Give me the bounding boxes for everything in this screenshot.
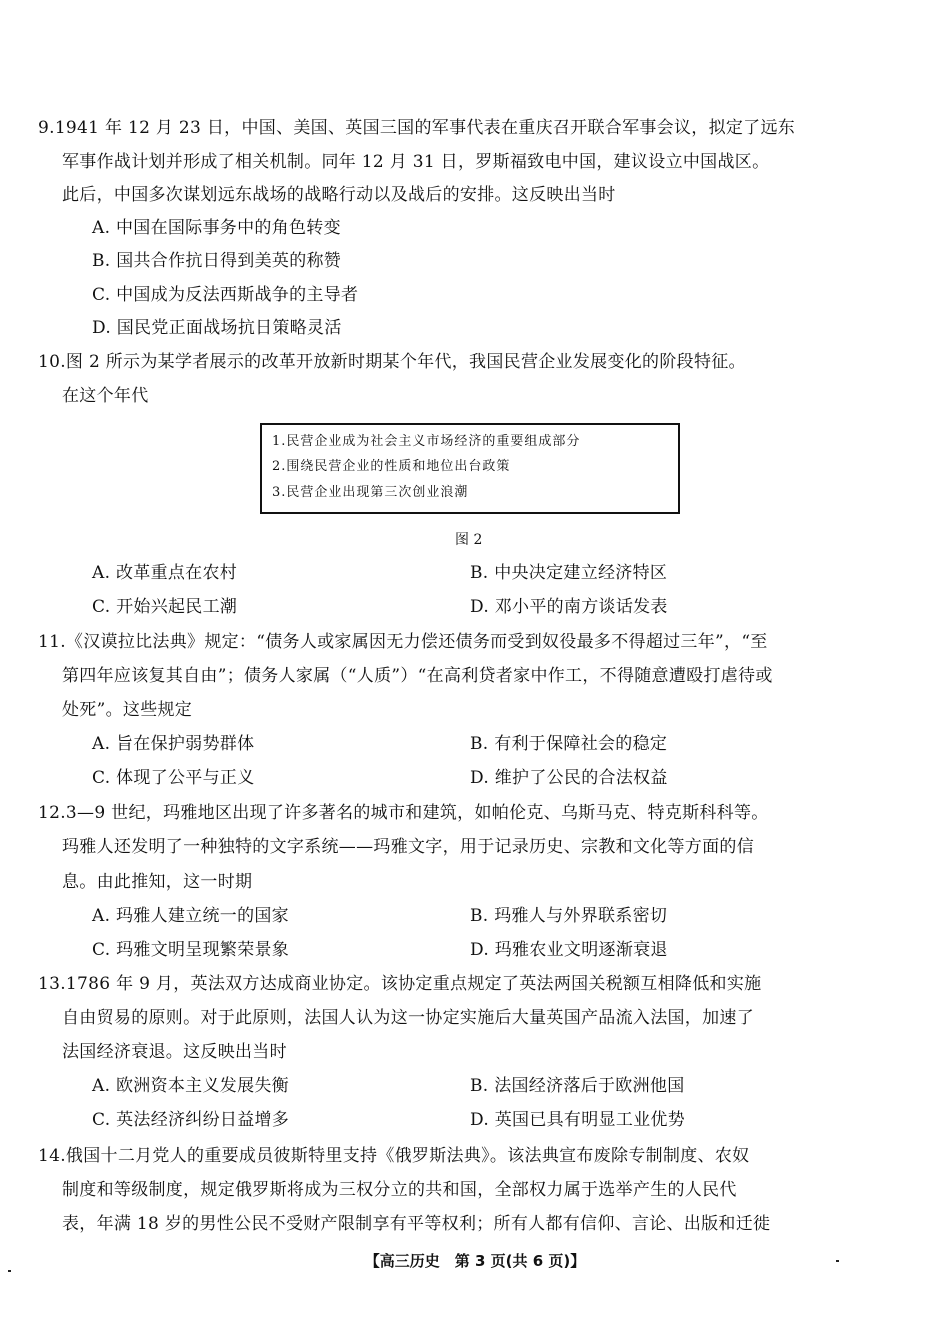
question-13-stem-line-3: 法国经济衰退。这反映出当时 [62, 1042, 287, 1062]
question-9-option-d: D. 国民党正面战场抗日策略灵活 [92, 318, 342, 338]
question-12-option-d: D. 玛雅农业文明逐渐衰退 [470, 940, 668, 960]
question-13-option-d: D. 英国已具有明显工业优势 [470, 1110, 686, 1130]
question-10-option-c: C. 开始兴起民工潮 [92, 597, 238, 617]
question-11-option-d: D. 维护了公民的合法权益 [470, 768, 668, 788]
question-14-stem-line-2: 制度和等级制度，规定俄罗斯将成为三权分立的共和国，全部权力属于选举产生的人民代 [62, 1180, 737, 1200]
figure-2-item-1: 1.民营企业成为社会主义市场经济的重要组成部分 [272, 434, 581, 449]
question-13-option-a: A. 欧洲资本主义发展失衡 [92, 1076, 289, 1096]
question-10-stem-line-2: 在这个年代 [62, 386, 149, 406]
figure-2-item-2: 2.围绕民营企业的性质和地位出台政策 [272, 459, 511, 474]
question-10-option-d: D. 邓小平的南方谈话发表 [470, 597, 668, 617]
question-13-stem-line-2: 自由贸易的原则。对于此原则，法国人认为这一协定实施后大量英国产品流入法国，加速了 [62, 1008, 754, 1028]
question-9-stem-line-3: 此后，中国多次谋划远东战场的战略行动以及战后的安排。这反映出当时 [62, 185, 616, 205]
question-13-option-c: C. 英法经济纠纷日益增多 [92, 1110, 290, 1130]
page-footer: 【高三历史 第 3 页(共 6 页)】 [364, 1252, 586, 1270]
figure-2-box [260, 423, 680, 514]
question-12-option-a: A. 玛雅人建立统一的国家 [92, 906, 289, 926]
question-11-stem-line-2: 第四年应该复其自由”；债务人家属（“人质”）“在高利贷者家中作工，不得随意遭殴打虐待或 [62, 666, 773, 686]
question-14-stem-line-3: 表，年满 18 岁的男性公民不受财产限制享有平等权利；所有人都有信仰、言论、出版和迁徙 [62, 1214, 771, 1234]
figure-2-caption: 图 2 [455, 532, 483, 548]
question-11-option-c: C. 体现了公平与正义 [92, 768, 255, 788]
question-14-stem-line-1: 14.俄国十二月党人的重要成员彼斯特里支持《俄罗斯法典》。该法典宣布废除专制制度、农奴 [38, 1146, 750, 1166]
question-12-stem-line-1: 12.3—9 世纪，玛雅地区出现了许多著名的城市和建筑，如帕伦克、乌斯马克、特克斯科科等。 [38, 803, 769, 823]
question-10-option-b: B. 中央决定建立经济特区 [470, 563, 668, 583]
question-11-option-b: B. 有利于保障社会的稳定 [470, 734, 668, 754]
question-9-option-a: A. 中国在国际事务中的角色转变 [92, 218, 341, 238]
question-11-stem-line-1: 11.《汉谟拉比法典》规定：“债务人或家属因无力偿还债务而受到奴役最多不得超过三年”，“至 [38, 632, 768, 652]
question-10-option-a: A. 改革重点在农村 [92, 563, 238, 583]
question-9-option-c: C. 中国成为反法西斯战争的主导者 [92, 285, 359, 305]
question-11-stem-line-3: 处死”。这些规定 [62, 700, 193, 720]
question-12-stem-line-3: 息。由此推知，这一时期 [62, 872, 253, 892]
question-12-stem-line-2: 玛雅人还发明了一种独特的文字系统——玛雅文字，用于记录历史、宗教和文化等方面的信 [62, 837, 754, 857]
question-9-option-b: B. 国共合作抗日得到美英的称赞 [92, 251, 342, 271]
question-13-stem-line-1: 13.1786 年 9 月，英法双方达成商业协定。该协定重点规定了英法两国关税额互相降低和实施 [38, 974, 762, 994]
question-11-option-a: A. 旨在保护弱势群体 [92, 734, 255, 754]
scan-speck [8, 1270, 11, 1272]
question-12-option-b: B. 玛雅人与外界联系密切 [470, 906, 668, 926]
question-10-stem-line-1: 10.图 2 所示为某学者展示的改革开放新时期某个年代，我国民营企业发展变化的阶段特征。 [38, 352, 746, 372]
question-9-stem-line-1: 9.1941 年 12 月 23 日，中国、美国、英国三国的军事代表在重庆召开联合军事会议，拟定了远东 [38, 118, 796, 138]
question-13-option-b: B. 法国经济落后于欧洲他国 [470, 1076, 685, 1096]
figure-2-item-3: 3.民营企业出现第三次创业浪潮 [272, 485, 469, 500]
question-12-option-c: C. 玛雅文明呈现繁荣景象 [92, 940, 290, 960]
scan-speck [836, 1260, 839, 1262]
question-9-stem-line-2: 军事作战计划并形成了相关机制。同年 12 月 31 日，罗斯福致电中国，建议设立中国战区。 [62, 152, 770, 172]
